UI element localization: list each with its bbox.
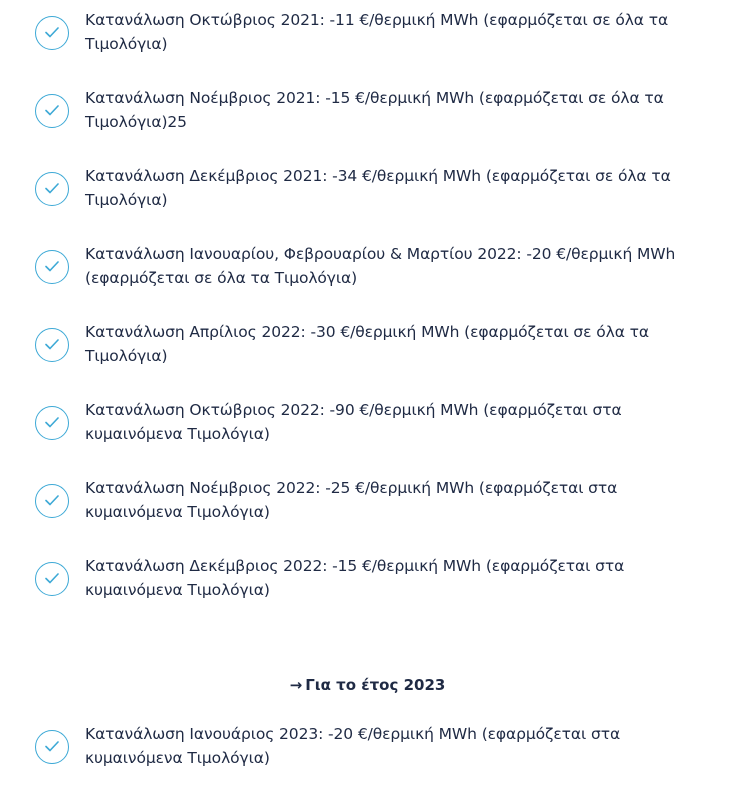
check-circle-icon	[35, 172, 69, 206]
check-circle-icon	[35, 250, 69, 284]
list-item-text: Κατανάλωση Απρίλιος 2022: -30 €/θερμική MWh (εφαρμόζεται σε όλα τα Τιμολόγια)	[85, 323, 650, 365]
section-heading-text: Για το έτος 2023	[305, 676, 446, 694]
list-item-text: Κατανάλωση Ιανουάριος 2023: -20 €/θερμική MWh (εφαρμόζεται στα κυμαινόμενα Τιμολόγια)	[85, 725, 621, 767]
check-circle-icon	[35, 406, 69, 440]
list-item-text: Κατανάλωση Ιανουαρίου, Φεβρουαρίου & Μαρτίου 2022: -20 €/θερμική MWh (εφαρμόζεται σε όλα τα Τιμολόγια)	[85, 245, 676, 287]
list-item-text: Κατανάλωση Οκτώβριος 2022: -90 €/θερμική MWh (εφαρμόζεται στα κυμαινόμενα Τιμολόγια)	[85, 401, 622, 443]
section-heading-2023	[0, 676, 735, 694]
list-item-text: Κατανάλωση Νοέμβριος 2022: -25 €/θερμική MWh (εφαρμόζεται στα κυμαινόμενα Τιμολόγια)	[85, 479, 618, 521]
list-item-text: Κατανάλωση Νοέμβριος 2021: -15 €/θερμική MWh (εφαρμόζεται σε όλα τα Τιμολόγια)25	[85, 89, 664, 131]
arrow-right-icon: →	[289, 676, 303, 694]
check-circle-icon	[35, 94, 69, 128]
list-item-text: Κατανάλωση Οκτώβριος 2021: -11 €/θερμική MWh (εφαρμόζεται σε όλα τα Τιμολόγια)	[85, 11, 669, 53]
list-item-text: Κατανάλωση Δεκέμβριος 2022: -15 €/θερμική MWh (εφαρμόζεται στα κυμαινόμενα Τιμολόγια)	[85, 557, 625, 599]
list-item-text: Κατανάλωση Δεκέμβριος 2021: -34 €/θερμική MWh (εφαρμόζεται σε όλα τα Τιμολόγια)	[85, 167, 671, 209]
check-circle-icon	[35, 484, 69, 518]
check-circle-icon	[35, 562, 69, 596]
check-circle-icon	[35, 328, 69, 362]
check-circle-icon	[35, 16, 69, 50]
check-circle-icon	[35, 730, 69, 764]
